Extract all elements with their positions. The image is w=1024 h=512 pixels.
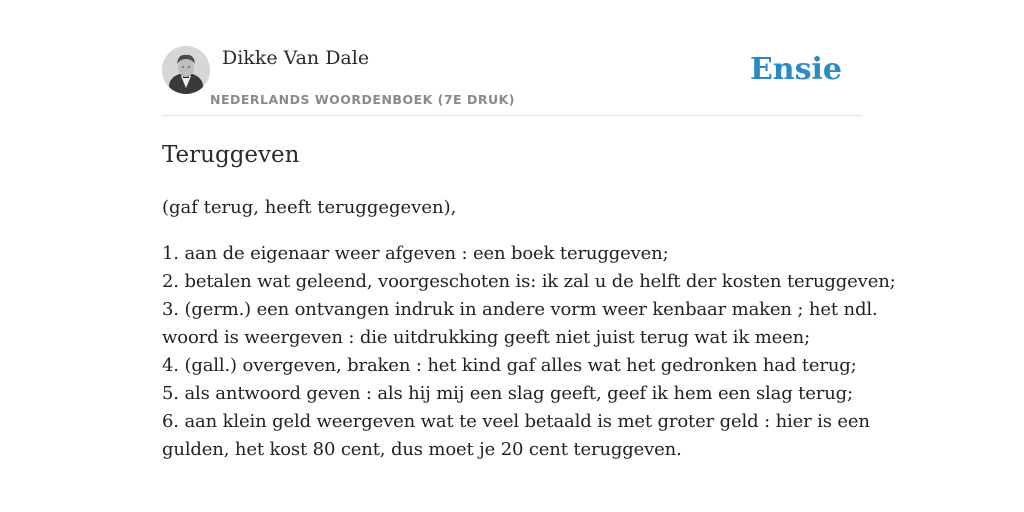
portrait-icon bbox=[162, 46, 210, 94]
author-name[interactable]: Dikke Van Dale bbox=[222, 47, 370, 69]
definition-line: 6. aan klein geld weergeven wat te veel betaald is met groter geld : hier is een bbox=[162, 411, 870, 432]
entry-header bbox=[162, 0, 862, 116]
entry-intro: (gaf terug, heeft teruggegeven), bbox=[162, 197, 457, 218]
definition-line: 1. aan de eigenaar weer afgeven : een boek teruggeven; bbox=[162, 243, 669, 264]
definition-line: 2. betalen wat geleend, voorgeschoten is: ik zal u de helft der kosten teruggeven; bbox=[162, 271, 896, 292]
author-avatar[interactable] bbox=[162, 46, 210, 94]
definition-line: 5. als antwoord geven : als hij mij een slag geeft, geef ik hem een slag terug; bbox=[162, 383, 853, 404]
definition-line: gulden, het kost 80 cent, dus moet je 20 cent teruggeven. bbox=[162, 439, 682, 460]
entry-title: Teruggeven bbox=[162, 142, 300, 168]
definition-line: woord is weergeven : die uitdrukking geeft niet juist terug wat ik meen; bbox=[162, 327, 810, 348]
source-label: NEDERLANDS WOORDENBOEK (7E DRUK) bbox=[210, 92, 515, 107]
definition-list bbox=[162, 240, 896, 464]
brand-logo[interactable]: Ensie bbox=[749, 52, 842, 87]
entry-card bbox=[162, 0, 896, 512]
definition-line: 4. (gall.) overgeven, braken : het kind gaf alles wat het gedronken had terug; bbox=[162, 355, 857, 376]
definition-line: 3. (germ.) een ontvangen indruk in andere vorm weer kenbaar maken ; het ndl. bbox=[162, 299, 878, 320]
